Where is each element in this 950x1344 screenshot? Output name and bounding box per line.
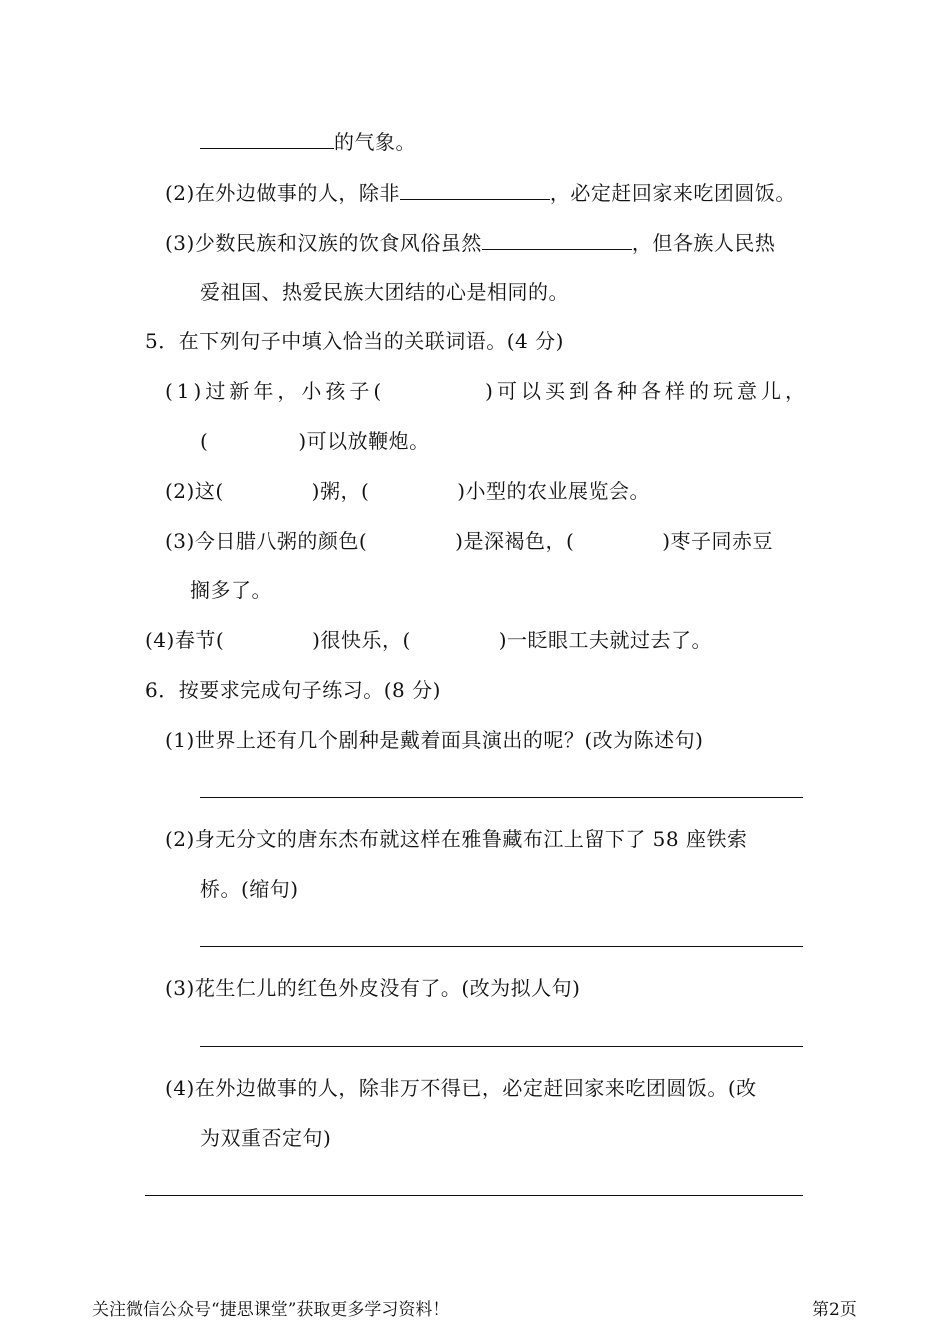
q6-item4-answer-line[interactable]	[145, 1195, 803, 1196]
q5-item1-a: (1)过新年，小孩子(	[165, 379, 386, 403]
q4-item3-after: ，但各族人民热	[631, 231, 776, 255]
q4-item1-blank[interactable]	[200, 128, 334, 149]
q5-item4-a: (4)春节(	[145, 628, 225, 652]
q5-item1-line2	[200, 428, 430, 454]
q5-item2-b: )粥，(	[311, 479, 370, 503]
q6-item4-line1: (4)在外边做事的人，除非万不得已，必定赶回家来吃团圆饭。(改	[165, 1076, 757, 1100]
q4-item2-blank[interactable]	[400, 179, 550, 200]
q6-item1: (1)世界上还有几个剧种是戴着面具演出的呢？(改为陈述句)	[165, 728, 704, 752]
q6-item4-line2: 为双重否定句)	[200, 1126, 332, 1150]
q4-item1-tail	[200, 128, 416, 155]
q4-item2-before: (2)在外边做事的人，除非	[165, 181, 400, 205]
q4-item3-before: (3)少数民族和汉族的饮食风俗虽然	[165, 231, 482, 255]
q5-item2-a: (2)这(	[165, 479, 224, 503]
q5-item3	[165, 528, 773, 554]
q5-item3-a: (3)今日腊八粥的颜色(	[165, 529, 368, 553]
q6-item2-line1: (2)身无分文的唐东杰布就这样在雅鲁藏布江上留下了 58 座铁索	[165, 827, 748, 851]
q5-item3-b: )是深褐色，(	[455, 529, 575, 553]
q5-title: 5．在下列句子中填入恰当的关联词语。(4 分)	[145, 329, 564, 353]
q6-item2-answer-line[interactable]	[200, 946, 803, 947]
q6-item1-answer-line[interactable]	[200, 797, 803, 798]
q5-item2	[165, 478, 650, 504]
q5-item1-b: )可以买到各种各样的玩意儿，	[485, 379, 809, 403]
q5-item1	[165, 378, 809, 404]
q5-item4	[145, 627, 712, 653]
q5-item3-line2: 搁多了。	[190, 578, 272, 602]
q5-item1-line2-b: )可以放鞭炮。	[298, 429, 430, 453]
q6-item3: (3)花生仁儿的红色外皮没有了。(改为拟人句)	[165, 976, 581, 1000]
footer-page-number: 第2页	[812, 1300, 857, 1320]
q4-item2-after: ，必定赶回家来吃团圆饭。	[549, 181, 796, 205]
q4-item2	[165, 179, 796, 206]
q4-item3	[165, 229, 775, 256]
q4-item3-blank[interactable]	[482, 229, 632, 250]
q5-item3-c: )枣子同赤豆	[662, 529, 774, 553]
q4-item3-line2: 爱祖国、热爱民族大团结的心是相同的。	[200, 280, 569, 304]
q5-item4-c: )一眨眼工夫就过去了。	[498, 628, 713, 652]
q4-item1-tail-text: 的气象。	[334, 130, 416, 154]
q5-item1-line2-a: (	[200, 429, 209, 453]
q6-title: 6．按要求完成句子练习。(8 分)	[145, 678, 441, 702]
q6-item3-answer-line[interactable]	[200, 1046, 803, 1047]
footer-promo-text: 关注微信公众号“捷思课堂”获取更多学习资料！	[92, 1300, 450, 1320]
q5-item4-b: )很快乐，(	[312, 628, 411, 652]
q5-item2-c: )小型的农业展览会。	[457, 479, 651, 503]
q6-item2-line2: 桥。(缩句)	[200, 877, 299, 901]
